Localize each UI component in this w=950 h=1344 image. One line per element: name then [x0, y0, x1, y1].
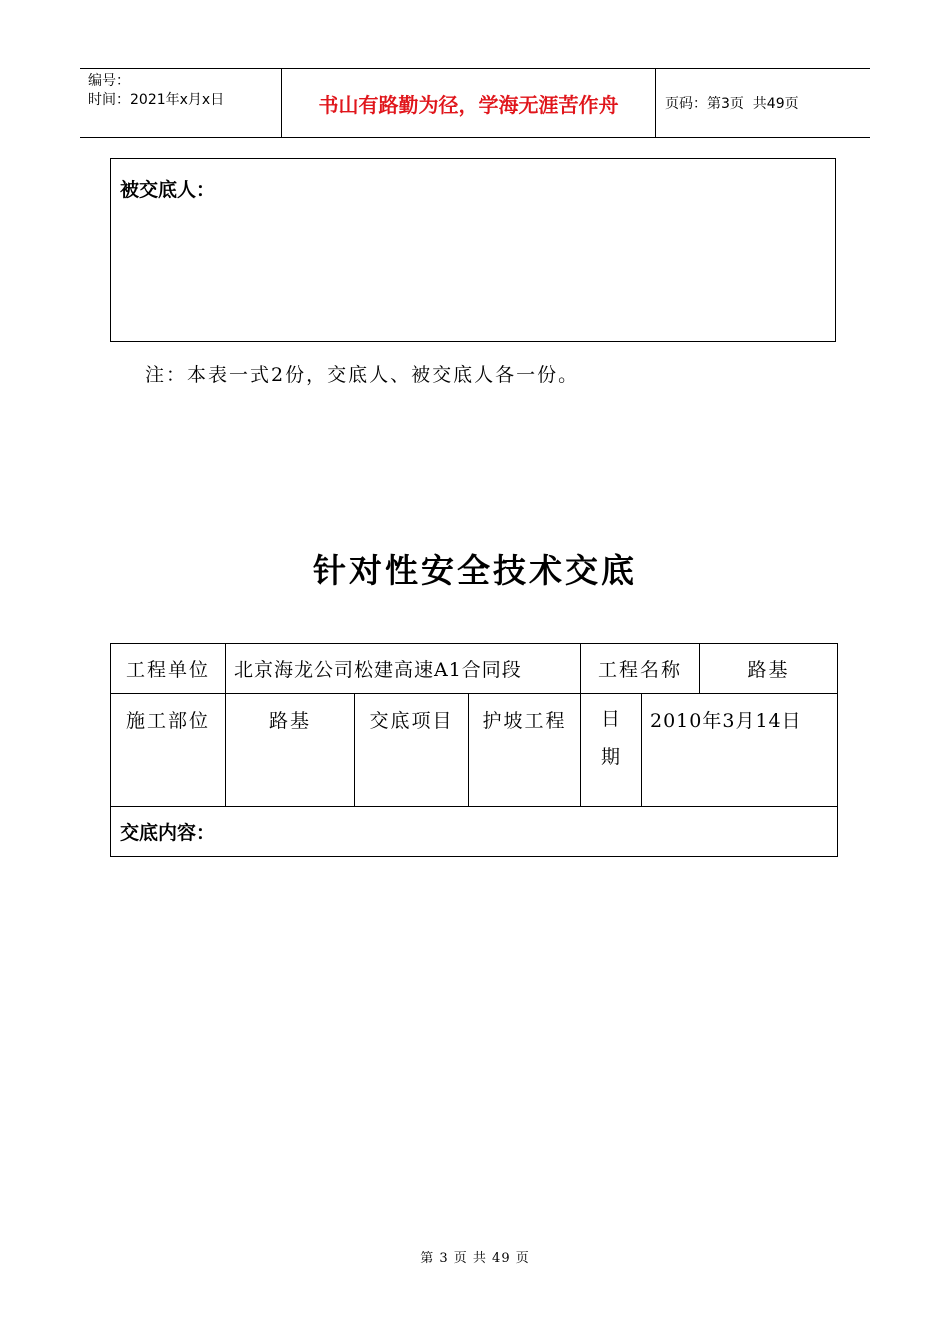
- project-unit-value: 北京海龙公司松建高速A1合同段: [226, 644, 581, 694]
- header-meta: [80, 69, 281, 137]
- footer-page-text: 第 3 页 共 49 页: [420, 1251, 530, 1266]
- project-name-label: 工程名称: [581, 644, 700, 694]
- project-name-value: 路基: [700, 644, 838, 694]
- recipient-label: 被交底人：: [120, 179, 216, 201]
- construction-part-value: 路基: [226, 694, 355, 807]
- project-unit-label: 工程单位: [111, 644, 226, 694]
- date-value: 2010年3月14日: [642, 694, 838, 807]
- item-label: 交底项目: [355, 694, 469, 807]
- time-label: 时间：2021年x月x日: [88, 92, 225, 108]
- table-row: [111, 644, 838, 694]
- form-note: 注：本表一式2份，交底人、被交底人各一份。: [145, 364, 580, 386]
- content-label: 交底内容：: [111, 807, 838, 857]
- item-value: 护坡工程: [469, 694, 581, 807]
- construction-part-label: 施工部位: [111, 694, 226, 807]
- page-header: [80, 68, 870, 138]
- header-page-cell: [655, 69, 870, 137]
- table-row: [111, 694, 838, 807]
- page-footer: [0, 1247, 950, 1266]
- number-label: 编号：: [88, 73, 130, 89]
- table-row: [111, 807, 838, 857]
- header-page-info: 页码：第3页 共49页: [665, 96, 799, 112]
- header-motto-cell: [281, 69, 656, 137]
- page-title: 针对性安全技术交底: [313, 551, 637, 590]
- date-label: [581, 694, 642, 807]
- disclosure-table: [110, 643, 838, 857]
- date-label-char-2: 期: [601, 746, 623, 768]
- date-label-char-1: 日: [601, 708, 623, 730]
- recipient-box: [110, 158, 836, 342]
- header-motto: 书山有路勤为径，学海无涯苦作舟: [318, 92, 619, 117]
